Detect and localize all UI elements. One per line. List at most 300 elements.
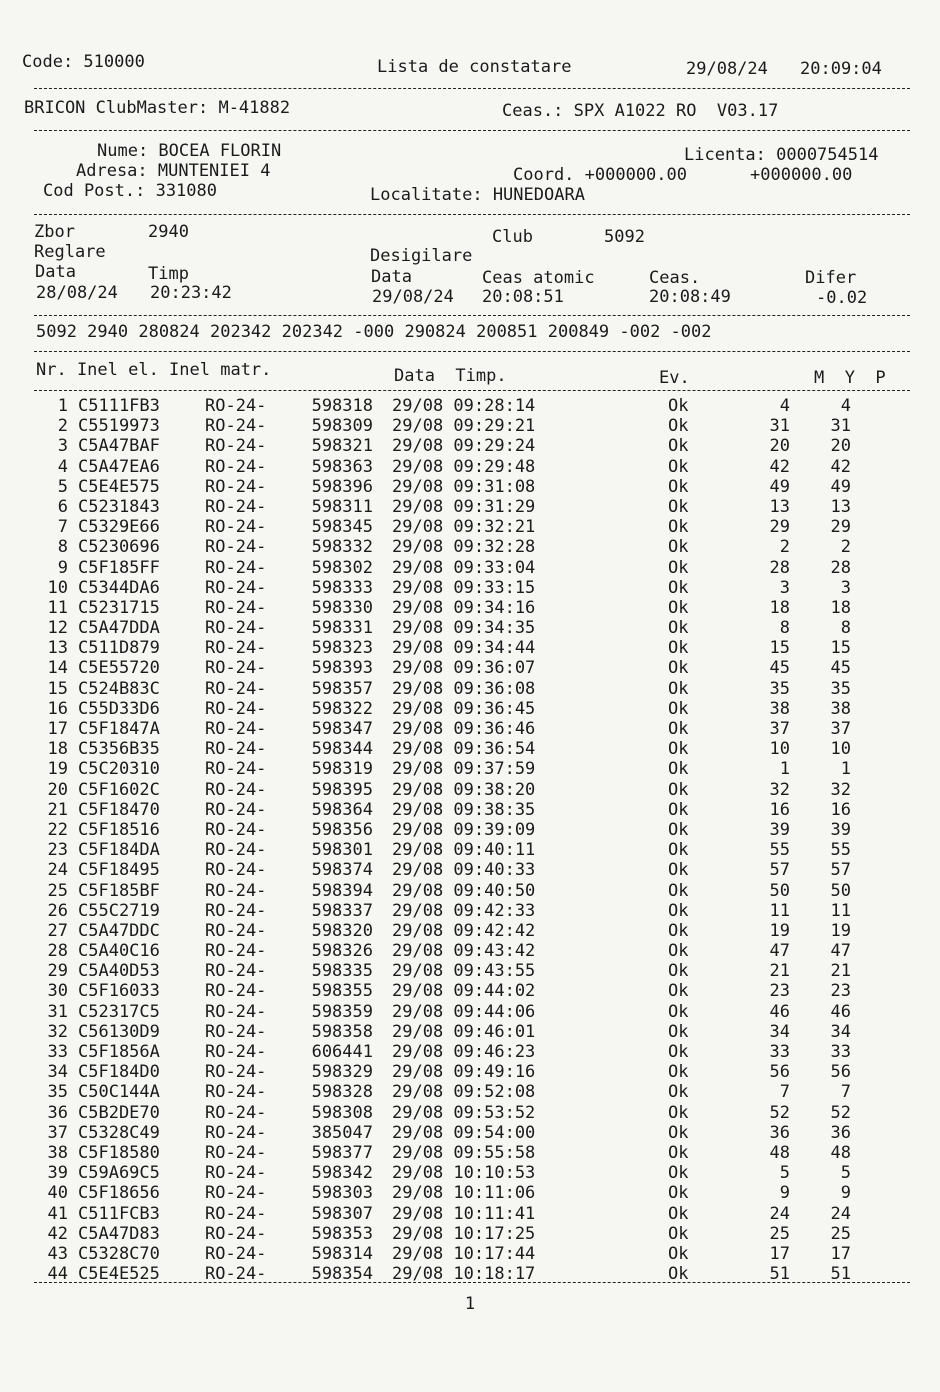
ring-number: 598395 — [311, 779, 373, 800]
code-label: Code: 510000 — [22, 52, 145, 72]
table-row — [0, 800, 940, 820]
rank-m: 31 — [769, 416, 790, 437]
ring-number: 598357 — [311, 678, 373, 699]
arrival-datetime: 29/08 09:31:29 — [392, 496, 536, 517]
coordinates: Coord. +000000.00 — [513, 165, 687, 185]
ring-number: 598326 — [311, 941, 373, 962]
arrival-datetime: 29/08 09:43:42 — [392, 941, 536, 962]
arrival-datetime: 29/08 10:17:25 — [392, 1223, 536, 1244]
ring-prefix: RO-24- — [205, 819, 267, 840]
table-row — [0, 1022, 940, 1042]
electronic-ring: C5E4E575 — [78, 476, 160, 497]
rank-m: 36 — [769, 1122, 790, 1143]
arrival-datetime: 29/08 09:38:35 — [392, 799, 536, 820]
row-number: 32 — [47, 1021, 68, 1042]
divider — [34, 315, 910, 316]
ring-prefix: RO-24- — [205, 1122, 267, 1143]
ring-prefix: RO-24- — [205, 840, 267, 861]
ring-prefix: RO-24- — [205, 1082, 267, 1103]
row-number: 34 — [47, 1062, 68, 1083]
ring-number: 598321 — [311, 436, 373, 457]
table-row — [0, 1224, 940, 1244]
ring-number: 598329 — [311, 1062, 373, 1083]
ring-number: 598355 — [311, 981, 373, 1002]
event-status: Ok — [668, 496, 689, 517]
ring-prefix: RO-24- — [205, 638, 267, 659]
table-row — [0, 638, 940, 658]
row-number: 16 — [47, 698, 68, 719]
table-row — [0, 1123, 940, 1143]
arrival-datetime: 29/08 09:33:04 — [392, 557, 536, 578]
row-number: 35 — [47, 1082, 68, 1103]
row-number: 2 — [57, 416, 68, 437]
rank-y: 45 — [830, 658, 851, 679]
rank-m: 19 — [769, 920, 790, 941]
rank-y: 34 — [830, 1021, 851, 1042]
rank-m: 38 — [769, 698, 790, 719]
row-number: 14 — [47, 658, 68, 679]
table-row — [0, 416, 940, 436]
rank-m: 10 — [769, 739, 790, 760]
divider — [34, 130, 910, 131]
clubmaster-id: BRICON ClubMaster: M-41882 — [24, 98, 291, 118]
row-number: 41 — [47, 1203, 68, 1224]
row-number: 44 — [47, 1264, 68, 1285]
divider — [34, 1282, 910, 1283]
ring-number: 598301 — [311, 840, 373, 861]
rank-m: 18 — [769, 597, 790, 618]
ring-prefix: RO-24- — [205, 880, 267, 901]
table-row — [0, 537, 940, 557]
owner-address: Adresa: MUNTENIEI 4 — [76, 161, 271, 181]
clock-id: Ceas.: SPX A1022 RO V03.17 — [502, 101, 779, 121]
event-status: Ok — [668, 658, 689, 679]
electronic-ring: C5E55720 — [78, 658, 160, 679]
rank-m: 3 — [779, 577, 790, 598]
event-status: Ok — [668, 1142, 689, 1163]
table-row — [0, 1244, 940, 1264]
ring-prefix: RO-24- — [205, 577, 267, 598]
rank-y: 52 — [830, 1102, 851, 1123]
electronic-ring: C524B83C — [78, 678, 160, 699]
event-status: Ok — [668, 517, 689, 538]
ring-number: 598337 — [311, 900, 373, 921]
electronic-ring: C5344DA6 — [78, 577, 160, 598]
table-row — [0, 941, 940, 961]
arrival-datetime: 29/08 09:46:23 — [392, 1042, 536, 1062]
ring-prefix: RO-24- — [205, 1183, 267, 1204]
ring-number: 598344 — [311, 739, 373, 760]
row-number: 9 — [57, 557, 68, 578]
row-number: 6 — [57, 496, 68, 517]
rank-y: 37 — [830, 719, 851, 739]
rank-y: 13 — [830, 496, 851, 517]
reglare-date: 28/08/24 — [36, 283, 118, 303]
ring-prefix: RO-24- — [205, 1062, 267, 1083]
results-table — [0, 396, 940, 1284]
electronic-ring: C5F1856A — [78, 1042, 160, 1062]
rank-m: 51 — [769, 1264, 790, 1285]
event-status: Ok — [668, 1264, 689, 1285]
rank-m: 52 — [769, 1102, 790, 1123]
event-status: Ok — [668, 557, 689, 578]
rank-m: 32 — [769, 779, 790, 800]
rank-y: 20 — [830, 436, 851, 457]
electronic-ring: C5329E66 — [78, 517, 160, 538]
ring-prefix: RO-24- — [205, 920, 267, 941]
rank-m: 11 — [769, 900, 790, 921]
ring-number: 598354 — [311, 1264, 373, 1285]
ring-number: 598353 — [311, 1223, 373, 1244]
table-row — [0, 840, 940, 860]
electronic-ring: C5E4E525 — [78, 1264, 160, 1285]
row-number: 17 — [47, 719, 68, 739]
rank-m: 39 — [769, 819, 790, 840]
event-status: Ok — [668, 799, 689, 820]
event-status: Ok — [668, 1183, 689, 1204]
electronic-ring: C511D879 — [78, 638, 160, 659]
ring-number: 385047 — [311, 1122, 373, 1143]
ring-number: 598331 — [311, 618, 373, 639]
page-number: 1 — [464, 1294, 476, 1314]
table-row — [0, 396, 940, 416]
ring-number: 598303 — [311, 1183, 373, 1204]
arrival-datetime: 29/08 09:46:01 — [392, 1021, 536, 1042]
electronic-ring: C5A47DDC — [78, 920, 160, 941]
table-row — [0, 679, 940, 699]
rank-y: 17 — [830, 1243, 851, 1264]
rank-m: 34 — [769, 1021, 790, 1042]
event-status: Ok — [668, 1203, 689, 1224]
table-row — [0, 1042, 940, 1062]
ring-prefix: RO-24- — [205, 961, 267, 982]
ring-prefix: RO-24- — [205, 416, 267, 437]
ring-prefix: RO-24- — [205, 981, 267, 1002]
ring-prefix: RO-24- — [205, 557, 267, 578]
electronic-ring: C5F185FF — [78, 557, 160, 578]
event-status: Ok — [668, 1163, 689, 1184]
rank-y: 31 — [830, 416, 851, 437]
rank-m: 17 — [769, 1243, 790, 1264]
ring-prefix: RO-24- — [205, 597, 267, 618]
table-row — [0, 1204, 940, 1224]
electronic-ring: C55C2719 — [78, 900, 160, 921]
electronic-ring: C5F18656 — [78, 1183, 160, 1204]
table-row — [0, 901, 940, 921]
table-row — [0, 457, 940, 477]
rank-y: 16 — [830, 799, 851, 820]
arrival-datetime: 29/08 09:33:15 — [392, 577, 536, 598]
ring-number: 598311 — [311, 496, 373, 517]
event-status: Ok — [668, 1021, 689, 1042]
rank-m: 16 — [769, 799, 790, 820]
electronic-ring: C5B2DE70 — [78, 1102, 160, 1123]
event-status: Ok — [668, 1243, 689, 1264]
ceas-time: 20:08:49 — [649, 287, 731, 307]
table-row — [0, 1082, 940, 1102]
rank-y: 48 — [830, 1142, 851, 1163]
table-row — [0, 517, 940, 537]
ring-number: 598364 — [311, 799, 373, 820]
ring-number: 598394 — [311, 880, 373, 901]
electronic-ring: C5F184D0 — [78, 1062, 160, 1083]
ring-number: 598333 — [311, 577, 373, 598]
locality: Localitate: HUNEDOARA — [370, 185, 585, 205]
rank-m: 7 — [779, 1082, 790, 1103]
event-status: Ok — [668, 1001, 689, 1022]
rank-y: 36 — [830, 1122, 851, 1143]
rank-y: 47 — [830, 941, 851, 962]
arrival-datetime: 29/08 10:11:41 — [392, 1203, 536, 1224]
electronic-ring: C5230696 — [78, 537, 160, 558]
ring-number: 598322 — [311, 698, 373, 719]
electronic-ring: C5111FB3 — [78, 396, 160, 416]
table-row — [0, 759, 940, 779]
rank-y: 4 — [840, 396, 851, 416]
event-status: Ok — [668, 900, 689, 921]
arrival-datetime: 29/08 09:36:07 — [392, 658, 536, 679]
electronic-ring: C5519973 — [78, 416, 160, 437]
ring-number: 598332 — [311, 537, 373, 558]
row-number: 28 — [47, 941, 68, 962]
table-row — [0, 1163, 940, 1183]
arrival-datetime: 29/08 09:49:16 — [392, 1062, 536, 1083]
rank-m: 9 — [779, 1183, 790, 1204]
table-row — [0, 699, 940, 719]
rank-y: 2 — [840, 537, 851, 558]
header-ev: Ev. — [659, 368, 690, 388]
rank-y: 46 — [830, 1001, 851, 1022]
ring-number: 598330 — [311, 597, 373, 618]
ceas-atomic-label: Ceas atomic — [482, 268, 595, 288]
header-nr-inel: Nr. Inel el. Inel matr. — [36, 360, 272, 380]
ring-prefix: RO-24- — [205, 1001, 267, 1022]
rank-y: 39 — [830, 819, 851, 840]
rank-y: 11 — [830, 900, 851, 921]
rank-y: 24 — [830, 1203, 851, 1224]
electronic-ring: C5231715 — [78, 597, 160, 618]
rank-y: 3 — [840, 577, 851, 598]
rank-y: 15 — [830, 638, 851, 659]
event-status: Ok — [668, 1062, 689, 1083]
row-number: 13 — [47, 638, 68, 659]
electronic-ring: C52317C5 — [78, 1001, 160, 1022]
arrival-datetime: 29/08 09:40:50 — [392, 880, 536, 901]
arrival-datetime: 29/08 09:29:24 — [392, 436, 536, 457]
table-row — [0, 618, 940, 638]
rank-m: 23 — [769, 981, 790, 1002]
arrival-datetime: 29/08 09:36:08 — [392, 678, 536, 699]
rank-m: 21 — [769, 961, 790, 982]
table-row — [0, 1062, 940, 1082]
electronic-ring: C5F18580 — [78, 1142, 160, 1163]
ring-prefix: RO-24- — [205, 1203, 267, 1224]
table-row — [0, 921, 940, 941]
arrival-datetime: 29/08 09:29:21 — [392, 416, 536, 437]
owner-name: Nume: BOCEA FLORIN — [97, 141, 282, 161]
row-number: 42 — [47, 1223, 68, 1244]
licence-number: Licenta: 0000754514 — [684, 145, 879, 165]
event-status: Ok — [668, 819, 689, 840]
rank-y: 35 — [830, 678, 851, 699]
rank-y: 49 — [830, 476, 851, 497]
event-status: Ok — [668, 880, 689, 901]
row-number: 25 — [47, 880, 68, 901]
table-row — [0, 780, 940, 800]
rank-y: 10 — [830, 739, 851, 760]
rank-m: 45 — [769, 658, 790, 679]
ring-prefix: RO-24- — [205, 496, 267, 517]
electronic-ring: C5F1602C — [78, 779, 160, 800]
row-number: 21 — [47, 799, 68, 820]
rank-m: 13 — [769, 496, 790, 517]
ring-number: 598396 — [311, 476, 373, 497]
ring-number: 598319 — [311, 759, 373, 780]
rank-y: 7 — [840, 1082, 851, 1103]
table-row — [0, 739, 940, 759]
arrival-datetime: 29/08 09:32:21 — [392, 517, 536, 538]
rank-m: 1 — [779, 759, 790, 780]
ring-number: 598377 — [311, 1142, 373, 1163]
ring-prefix: RO-24- — [205, 1243, 267, 1264]
electronic-ring: C5A47DDA — [78, 618, 160, 639]
electronic-ring: C5F18516 — [78, 819, 160, 840]
ring-prefix: RO-24- — [205, 678, 267, 699]
row-number: 4 — [57, 456, 68, 477]
event-status: Ok — [668, 961, 689, 982]
event-status: Ok — [668, 1082, 689, 1103]
table-row — [0, 719, 940, 739]
arrival-datetime: 29/08 09:34:16 — [392, 597, 536, 618]
table-row — [0, 961, 940, 981]
ring-number: 598307 — [311, 1203, 373, 1224]
row-number: 31 — [47, 1001, 68, 1022]
event-status: Ok — [668, 618, 689, 639]
electronic-ring: C56130D9 — [78, 1021, 160, 1042]
event-status: Ok — [668, 759, 689, 780]
rank-m: 37 — [769, 719, 790, 739]
event-status: Ok — [668, 577, 689, 598]
arrival-datetime: 29/08 09:40:33 — [392, 860, 536, 881]
row-number: 23 — [47, 840, 68, 861]
ring-prefix: RO-24- — [205, 941, 267, 962]
rank-y: 55 — [830, 840, 851, 861]
electronic-ring: C5A40D53 — [78, 961, 160, 982]
row-number: 39 — [47, 1163, 68, 1184]
row-number: 22 — [47, 819, 68, 840]
ring-number: 598318 — [311, 396, 373, 416]
ring-number: 598347 — [311, 719, 373, 739]
rank-m: 2 — [779, 537, 790, 558]
owner-postal-code: Cod Post.: 331080 — [43, 181, 217, 201]
ring-number: 598374 — [311, 860, 373, 881]
row-number: 33 — [47, 1042, 68, 1062]
event-status: Ok — [668, 739, 689, 760]
table-row — [0, 881, 940, 901]
table-row — [0, 497, 940, 517]
ring-prefix: RO-24- — [205, 517, 267, 538]
ring-number: 598358 — [311, 1021, 373, 1042]
ring-prefix: RO-24- — [205, 860, 267, 881]
ring-number: 606441 — [311, 1042, 373, 1062]
arrival-datetime: 29/08 09:54:00 — [392, 1122, 536, 1143]
rank-m: 4 — [779, 396, 790, 416]
rank-m: 56 — [769, 1062, 790, 1083]
ring-prefix: RO-24- — [205, 618, 267, 639]
row-number: 5 — [57, 476, 68, 497]
ring-prefix: RO-24- — [205, 739, 267, 760]
ring-prefix: RO-24- — [205, 1021, 267, 1042]
rank-y: 25 — [830, 1223, 851, 1244]
ring-prefix: RO-24- — [205, 779, 267, 800]
row-number: 38 — [47, 1142, 68, 1163]
arrival-datetime: 29/08 09:53:52 — [392, 1102, 536, 1123]
rank-y: 38 — [830, 698, 851, 719]
ring-number: 598302 — [311, 557, 373, 578]
arrival-datetime: 29/08 09:37:59 — [392, 759, 536, 780]
arrival-datetime: 29/08 09:39:09 — [392, 819, 536, 840]
ring-number: 598363 — [311, 456, 373, 477]
rank-y: 9 — [840, 1183, 851, 1204]
event-status: Ok — [668, 416, 689, 437]
rank-m: 47 — [769, 941, 790, 962]
event-status: Ok — [668, 860, 689, 881]
table-row — [0, 477, 940, 497]
table-row — [0, 658, 940, 678]
electronic-ring: C59A69C5 — [78, 1163, 160, 1184]
event-status: Ok — [668, 1122, 689, 1143]
row-number: 20 — [47, 779, 68, 800]
table-row — [0, 1143, 940, 1163]
electronic-ring: C5C20310 — [78, 759, 160, 780]
row-number: 29 — [47, 961, 68, 982]
electronic-ring: C5356B35 — [78, 739, 160, 760]
ring-prefix: RO-24- — [205, 1264, 267, 1285]
rank-m: 49 — [769, 476, 790, 497]
arrival-datetime: 29/08 09:31:08 — [392, 476, 536, 497]
event-status: Ok — [668, 698, 689, 719]
print-date: 29/08/24 — [686, 59, 768, 79]
divider — [34, 88, 910, 89]
ring-number: 598345 — [311, 517, 373, 538]
reglare-label: Reglare — [34, 242, 106, 262]
electronic-ring: C5F1847A — [78, 719, 160, 739]
difer-label: Difer — [805, 268, 857, 288]
event-status: Ok — [668, 436, 689, 457]
arrival-datetime: 29/08 10:10:53 — [392, 1163, 536, 1184]
row-number: 1 — [57, 396, 68, 416]
ring-prefix: RO-24- — [205, 900, 267, 921]
data-label: Data — [35, 262, 76, 282]
electronic-ring: C5F185BF — [78, 880, 160, 901]
rank-m: 35 — [769, 678, 790, 699]
event-status: Ok — [668, 476, 689, 497]
rank-m: 24 — [769, 1203, 790, 1224]
arrival-datetime: 29/08 09:52:08 — [392, 1082, 536, 1103]
document-title: Lista de constatare — [377, 57, 572, 77]
rank-m: 46 — [769, 1001, 790, 1022]
ring-number: 598356 — [311, 819, 373, 840]
row-number: 36 — [47, 1102, 68, 1123]
rank-m: 55 — [769, 840, 790, 861]
divider — [34, 390, 910, 391]
electronic-ring: C5F16033 — [78, 981, 160, 1002]
zbor-label: Zbor — [34, 222, 75, 242]
row-number: 27 — [47, 920, 68, 941]
ring-number: 598393 — [311, 658, 373, 679]
ring-number: 598314 — [311, 1243, 373, 1264]
arrival-datetime: 29/08 09:36:46 — [392, 719, 536, 739]
